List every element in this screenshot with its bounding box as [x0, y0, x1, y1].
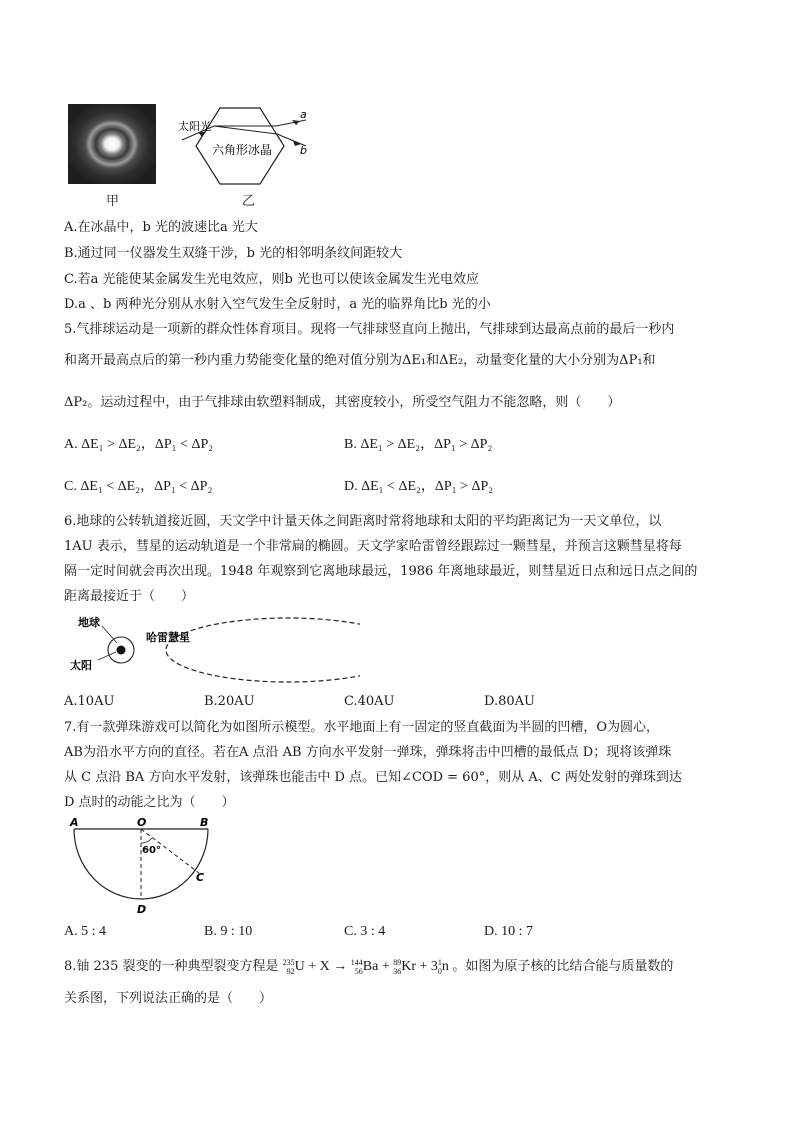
q6-stem-line1: 6.地球的公转轨道接近圆，天文学中计量天体之间距离时常将地球和太阳的平均距离记为一天文单位，以: [64, 514, 662, 529]
figure-label-yi: 乙: [242, 194, 256, 209]
ray-a-label: a: [300, 108, 307, 121]
ray-b-label: b: [300, 144, 307, 157]
q6-stem-line2: 1AU 表示，彗星的运动轨道是一个非常扁的椭圆。天文学家哈雷曾经跟踪过一颗彗星，并预言这颗彗星将每: [64, 539, 682, 554]
point-c-label: C: [196, 871, 205, 884]
q5-stem-line3: ΔP₂。运动过程中，由于气排球由软塑料制成，其密度较小，所受空气阻力不能忽略，则（ ）: [64, 395, 621, 410]
comet-orbit-diagram: [60, 610, 360, 690]
point-b-label: B: [200, 817, 209, 829]
q6-option-d: D.80AU: [484, 694, 535, 709]
q7-stem-line1: 7.有一款弹珠游戏可以简化为如图所示模型。水平地面上有一固定的竖直截面为半圆的凹槽，O为圆心，: [64, 720, 660, 735]
q4-option-b: B.通过同一仪器发生双缝干涉，b 光的相邻明条纹间距较大: [64, 246, 403, 261]
semicircle-groove-diagram: [64, 817, 224, 917]
q8-stem-line1: 8.铀 235 裂变的一种典型裂变方程是 235 92 U + X → 144 56 Ba + 89 36 Kr + 3 1 0 n 。如图为原子核的比结合能与质量数的: [64, 958, 674, 976]
ice-crystal-diagram: [178, 104, 318, 186]
q6-option-c: C.40AU: [344, 694, 395, 709]
point-d-label: D: [137, 903, 147, 916]
q6-stem-line4: 距离最接近于（ ）: [64, 589, 195, 604]
q8-stem-line2: 关系图，下列说法正确的是（ ）: [64, 991, 273, 1006]
point-o-label: O: [137, 817, 147, 829]
q4-option-c: C.若a 光能使某金属发生光电效应，则b 光也可以使该金属发生光电效应: [64, 272, 479, 287]
figure-label-jia: 甲: [106, 194, 120, 209]
q7-stem-line2: AB为沿水平方向的直径。若在A 点沿 AB 方向水平发射一弹珠，弹珠将击中凹槽的最低点 D；现将该弹珠: [64, 745, 672, 760]
sun-dot: [117, 646, 126, 655]
q7-stem-line3: 从 C 点沿 BA 方向水平发射，该弹珠也能击中 D 点。已知∠COD = 60°，则从 A、C 两处发射的弹珠到达: [64, 770, 682, 785]
fission-equation: 235 92 U + X → 144 56 Ba + 89 36 Kr + 3 1 0 n: [282, 958, 449, 976]
q7-option-c: C. 3 : 4: [344, 924, 386, 939]
q7-stem-line4: D 点时的动能之比为（ ）: [64, 795, 235, 810]
q4-option-d: D.a 、b 两种光分别从水射入空气发生全反射时，a 光的临界角比b 光的小: [64, 297, 491, 312]
q4-option-a: A.在冰晶中，b 光的波速比a 光大: [64, 220, 258, 235]
q5-option-d: D. ΔE₁ < ΔE₂，ΔP₁ > ΔP₂: [344, 479, 494, 494]
crystal-label: 六角形冰晶: [212, 143, 273, 157]
q5-option-a: A. ΔE₁ > ΔE₂，ΔP₁ < ΔP₂: [64, 437, 214, 452]
comet-label: 哈雷慧星: [146, 631, 190, 644]
q6-option-a: A.10AU: [64, 694, 115, 709]
sun-label: 太阳: [70, 659, 92, 672]
q5-option-b: B. ΔE₁ > ΔE₂，ΔP₁ > ΔP₂: [344, 437, 493, 452]
comet-orbit: [166, 618, 360, 682]
point-a-label: A: [70, 817, 79, 829]
q6-option-b: B.20AU: [204, 694, 255, 709]
q7-option-d: D. 10 : 7: [484, 924, 533, 939]
q5-option-c: C. ΔE₁ < ΔE₂，ΔP₁ < ΔP₂: [64, 479, 213, 494]
sunlight-label: 太阳光: [178, 120, 211, 133]
q5-stem-line1: 5.气排球运动是一项新的群众性体育项目。现将一气排球竖直向上抛出，气排球到达最高点前的最后一秒内: [64, 322, 675, 337]
q7-option-b: B. 9 : 10: [204, 924, 253, 939]
angle-label: 60°: [142, 845, 161, 856]
earth-label: 地球: [78, 616, 100, 629]
halo-photo: [68, 104, 156, 184]
q7-option-a: A. 5 : 4: [64, 924, 106, 939]
q5-stem-line2: 和离开最高点后的第一秒内重力势能变化量的绝对值分别为ΔE₁和ΔE₂，动量变化量的大小分别为ΔP₁和: [64, 353, 656, 368]
q6-stem-line3: 隔一定时间就会再次出现。1948 年观察到它离地球最远，1986 年离地球最近，则彗星近日点和远日点之间的: [64, 564, 698, 579]
